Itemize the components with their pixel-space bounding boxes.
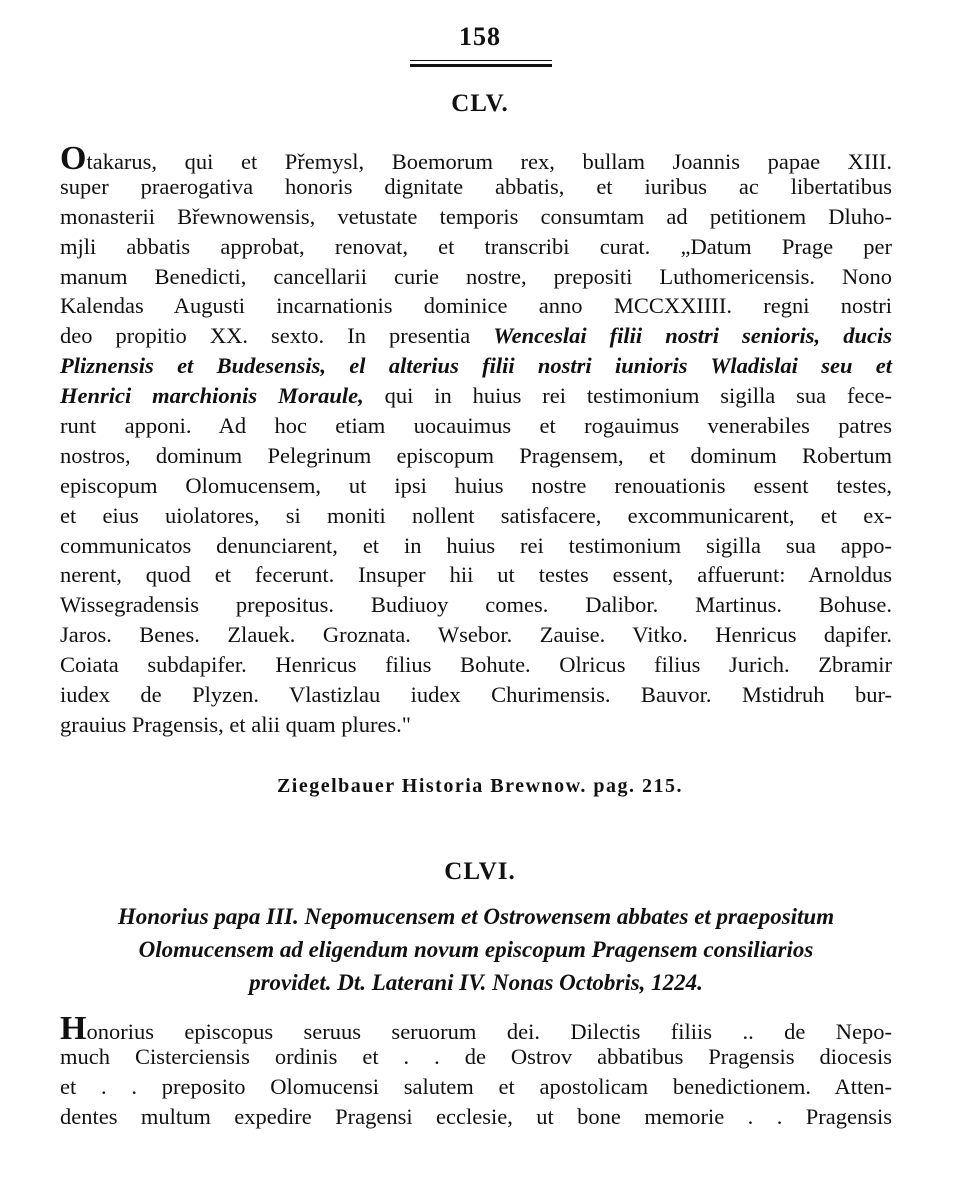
text-line — [60, 471, 892, 501]
text-line — [60, 172, 892, 202]
text-line — [60, 620, 892, 650]
text-segment: runt apponi. Ad hoc etiam uocauimus et rogauimus venerabiles patres — [60, 413, 892, 439]
italic-text: Wenceslai filii nostri senioris, ducis — [493, 323, 892, 349]
text-line — [60, 232, 892, 262]
text-line — [60, 710, 892, 740]
text-line — [60, 1042, 892, 1072]
text-segment: episcopum Olomucensem, ut ipsi huius nostre renouationis essent testes, — [60, 472, 892, 498]
text-line — [60, 1072, 892, 1102]
document-paragraph-clvi — [60, 1012, 892, 1132]
text-segment: monasterii Břewnowensis, vetustate temporis consumtam ad petitionem Dluho- — [60, 203, 892, 229]
text-line — [60, 441, 892, 471]
text-line — [60, 291, 892, 321]
text-segment: et . . preposito Olomucensi salutem et apostolicam benedictionem. Atten- — [60, 1073, 892, 1099]
text-segment: much Cisterciensis ordinis et . . de Ostrov abbatibus Pragensis diocesis — [60, 1043, 892, 1069]
drop-cap: H — [60, 1010, 87, 1047]
text-segment: Coiata subdapifer. Henricus filius Bohute. Olricus filius Jurich. Zbramir — [60, 652, 892, 678]
abstract-line: providet. Dt. Laterani IV. Nonas Octobris, 1224. — [249, 970, 703, 995]
text-line — [60, 140, 892, 177]
text-segment: manum Benedicti, cancellarii curie nostre, prepositi Luthomericensis. Nono — [60, 263, 892, 289]
section-heading-clvi: CLVI. — [444, 858, 516, 885]
text-segment: Kalendas Augusti incarnationis dominice anno MCCXXIIII. regni nostri — [60, 293, 892, 319]
text-line — [60, 1010, 892, 1047]
italic-text: Henrici marchionis Moraule, — [60, 383, 364, 409]
text-line — [60, 560, 892, 590]
text-segment: dentes multum expedire Pragensi ecclesie, ut bone memorie . . Pragensis — [60, 1103, 892, 1129]
text-line — [60, 531, 892, 561]
text-segment: mjli abbatis approbat, renovat, et transcribi curat. „Datum Prage per — [60, 233, 892, 259]
text-line — [60, 650, 892, 680]
text-line — [60, 202, 892, 232]
text-line — [60, 381, 892, 411]
text-segment: onorius episcopus seruus seruorum dei. Dilectis filiis .. de Nepo- — [86, 1019, 892, 1044]
abstract-line: Honorius papa III. Nepomucensem et Ostrowensem abbates et praepositum — [117, 904, 835, 929]
text-segment: qui in huius rei testimonium sigilla sua fece- — [363, 383, 892, 409]
document-paragraph-clv — [60, 142, 892, 740]
page-number: 158 — [459, 22, 501, 51]
text-line — [60, 351, 892, 381]
header-rule — [410, 60, 552, 61]
text-line — [60, 590, 892, 620]
text-segment: deo propitio XX. sexto. In presentia — [60, 323, 494, 349]
text-segment: nerent, quod et fecerunt. Insuper hii ut testes essent, affuerunt: Arnoldus — [60, 562, 892, 588]
italic-text: Pliznensis et Budesensis, el alterius filii nostri iunioris Wladislai seu et — [60, 353, 892, 379]
text-line — [60, 680, 892, 710]
text-line — [60, 411, 892, 441]
text-segment: communicatos denunciarent, et in huius rei testimonium sigilla sua appo- — [60, 532, 892, 558]
source-citation: Ziegelbauer Historia Brewnow. pag. 215. — [276, 775, 684, 797]
text-line — [60, 262, 892, 292]
header-rule-thick — [410, 64, 552, 67]
text-line — [60, 1102, 892, 1132]
document-abstract — [60, 900, 892, 999]
text-segment: iudex de Plyzen. Vlastizlau iudex Churimensis. Bauvor. Mstidruh bur- — [60, 682, 892, 708]
text-line — [60, 501, 892, 531]
text-segment: grauius Pragensis, et alii quam plures." — [60, 711, 411, 737]
drop-cap: O — [60, 140, 87, 177]
text-segment: super praerogativa honoris dignitate abbatis, et iuribus ac libertatibus — [60, 173, 892, 199]
text-segment: takarus, qui et Přemysl, Boemorum rex, bullam Joannis papae XIII. — [86, 149, 892, 174]
text-line — [60, 321, 892, 351]
text-segment: nostros, dominum Pelegrinum episcopum Pragensem, et dominum Robertum — [60, 442, 892, 468]
text-segment: et eius uiolatores, si moniti nollent satisfacere, excommunicarent, et ex- — [60, 502, 892, 528]
abstract-line: Olomucensem ad eligendum novum episcopum Pragensem consiliarios — [138, 937, 814, 962]
text-segment: Jaros. Benes. Zlauek. Groznata. Wsebor. Zauise. Vitko. Henricus dapifer. — [60, 622, 892, 648]
text-segment: Wissegradensis prepositus. Budiuoy comes. Dalibor. Martinus. Bohuse. — [60, 592, 892, 618]
section-heading-clv: CLV. — [451, 90, 509, 117]
